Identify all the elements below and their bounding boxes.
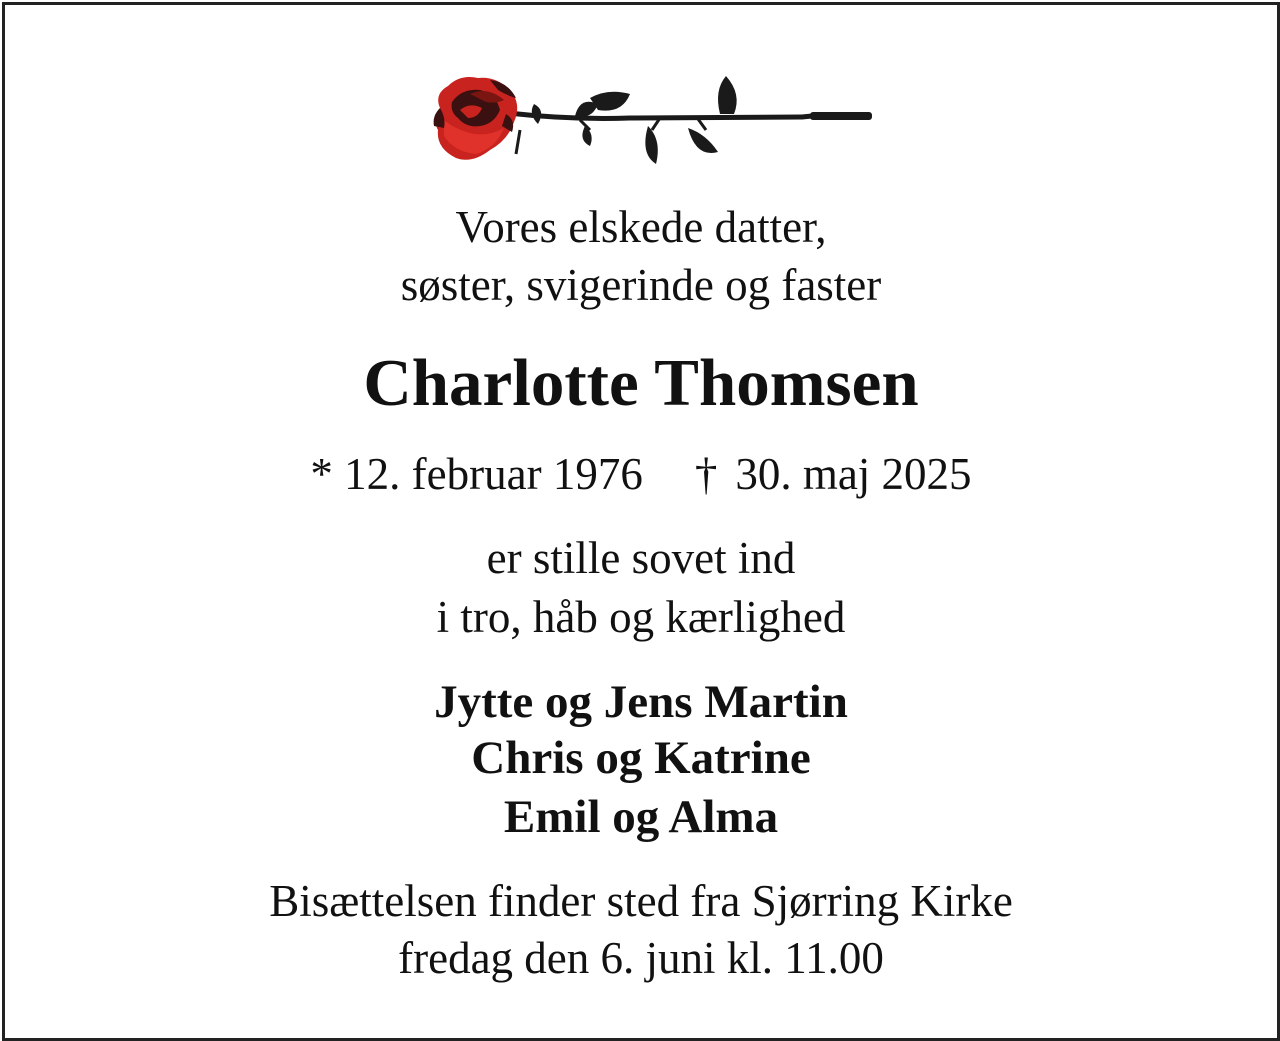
family-member-line: Emil og Alma: [503, 791, 779, 843]
intro-line-2: søster, svigerinde og faster: [400, 260, 882, 310]
red-rose-icon: [430, 68, 875, 173]
verse-line-2: i tro, håb og kærlighed: [436, 592, 846, 642]
birth-symbol: *: [310, 449, 333, 499]
death-cross-icon: †: [694, 449, 718, 499]
deceased-name: Charlotte Thomsen: [363, 346, 919, 420]
birth-date: 12. februar 1976: [344, 449, 643, 499]
funeral-time: fredag den 6. juni kl. 11.00: [398, 933, 884, 983]
life-dates: [5, 448, 1277, 500]
family-member-line: Jytte og Jens Martin: [434, 676, 848, 728]
obituary-notice: [2, 2, 1280, 1041]
intro-line-1: Vores elskede datter,: [455, 202, 827, 252]
family-member-line: Chris og Katrine: [471, 732, 811, 784]
death-date: 30. maj 2025: [735, 449, 972, 499]
verse-line-1: er stille sovet ind: [486, 533, 796, 583]
funeral-location: Bisættelsen finder sted fra Sjørring Kirke: [269, 876, 1013, 926]
